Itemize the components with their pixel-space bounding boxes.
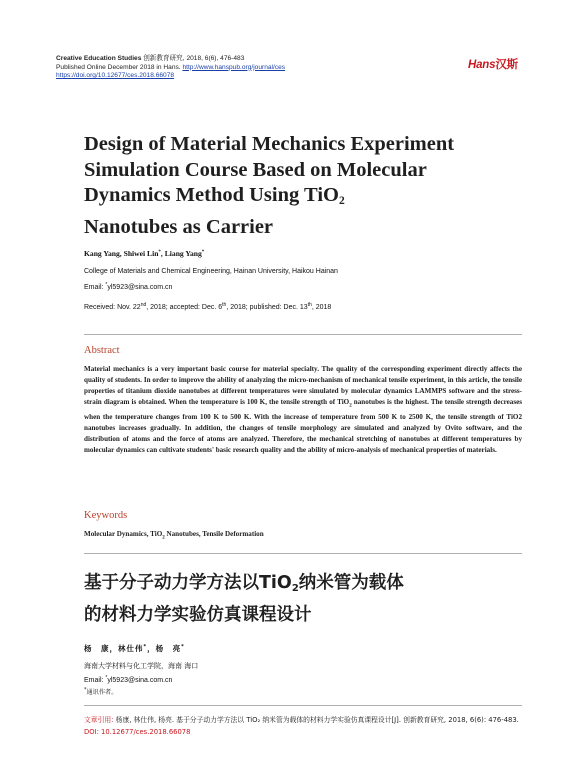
keywords-text-2: Nanotubes, Tensile Deformation: [164, 530, 264, 538]
journal-cn-info: 创新教育研究, 2018, 6(6), 476-483: [143, 55, 245, 62]
cn-author-list: [84, 643, 185, 654]
published-line: [56, 64, 285, 73]
corresponding-mark: *: [84, 687, 87, 693]
keywords-heading: Keywords: [84, 510, 128, 521]
affiliation: [84, 266, 338, 294]
doi-link[interactable]: https://doi.org/10.12677/ces.2018.66078: [56, 72, 175, 80]
cn-title-line-2: 的材料力学实验仿真课程设计: [84, 605, 312, 625]
journal-name: Creative Education Studies: [56, 55, 142, 62]
citation: [84, 715, 524, 738]
author-names-2: , Liang Yang: [160, 249, 202, 258]
corresponding-note: [84, 687, 117, 696]
journal-url-link[interactable]: http://www.hanspub.org/journal/ces: [182, 63, 286, 71]
hans-logo: [468, 56, 518, 72]
doi-line: [56, 72, 285, 81]
institution: College of Materials and Chemical Engineering, Hainan University, Haikou Hainan: [84, 268, 338, 275]
corresponding-mark: *: [181, 644, 185, 650]
email-mark: *: [105, 281, 108, 288]
cn-author-names: ，杨 亮: [147, 644, 182, 653]
title-line-1: Design of Material Mechanics Experiment: [84, 133, 455, 155]
cn-email-line: [84, 672, 198, 687]
paper-title: [84, 132, 524, 240]
email-address[interactable]: yl5923@sina.com.cn: [107, 677, 173, 685]
cn-title-text: 纳米管为载体: [298, 573, 404, 593]
submission-dates: [84, 302, 331, 311]
cn-title-line-1: [84, 570, 404, 602]
corresponding-mark: *: [143, 644, 148, 650]
journal-line: [56, 55, 285, 64]
abstract-heading: Abstract: [84, 345, 120, 356]
keywords-list: [84, 530, 264, 540]
published-year: , 2018: [311, 304, 332, 311]
email-label: Email:: [84, 677, 106, 685]
cn-title-subscript: 2: [291, 583, 299, 594]
title-line-4: Nanotubes as Carrier: [84, 215, 274, 238]
email-label: Email:: [84, 283, 106, 291]
email-address[interactable]: yl5923@sina.com.cn: [107, 283, 173, 291]
keywords-subscript: 2: [162, 535, 165, 541]
keywords-text-1: Molecular Dynamics, TiO: [84, 530, 163, 538]
logo-en: Hans: [468, 59, 496, 71]
title-line-3-text: Dynamics Method Using TiO: [84, 184, 339, 206]
author-list: [84, 249, 204, 258]
title-line-2: Simulation Course Based on Molecular: [84, 158, 427, 181]
ordinal-suffix: th: [222, 302, 227, 308]
corresponding-mark: *: [201, 250, 205, 255]
citation-doi[interactable]: DOI: 10.12677/ces.2018.66078: [84, 727, 191, 736]
email-mark: *: [105, 675, 108, 682]
ordinal-suffix: nd: [140, 302, 147, 308]
title-line-3: [84, 183, 524, 215]
cn-affiliation: [84, 660, 198, 688]
abstract-body: [84, 364, 522, 456]
cn-title-text: 基于分子动力学方法以TiO: [84, 573, 292, 593]
email-line: [84, 279, 338, 295]
corresponding-mark: *: [158, 250, 161, 255]
abstract-text-1: Material mechanics is a very important basic course for material specialty. The quality of the corresponding experiment directly affects the quality of students. In order to improve the ability of analyzing the micro-mechanism of mechanical tensile experiment, in this article, the tensile properties of titanium dioxide nanotubes at different temperatures were simulated by molecular dynamics LAMMPS software and the stress-strain diagram is obtained. When the temperature is 100 K, the tensile strength of TiO: [84, 365, 522, 406]
received-date: Received: Nov. 22: [84, 304, 141, 311]
title-subscript: 2: [338, 195, 345, 207]
journal-header: [56, 55, 285, 81]
published-date: , 2018; published: Dec. 13: [226, 304, 308, 311]
corresponding-note-text: 通讯作者。: [86, 689, 118, 696]
cn-institution: 海南大学材料与化工学院，海南 海口: [84, 662, 199, 670]
citation-text: 杨康, 林仕伟, 杨亮. 基于分子动力学方法以 TiO₂ 纳米管为载体的材料力学实验仿真课程设计[J]. 创新教育研究, 2018, 6(6): 476-483.: [113, 716, 519, 724]
divider: [84, 705, 522, 706]
author-names-1: Kang Yang, Shiwei Lin: [84, 249, 159, 258]
citation-label: 文章引用:: [84, 716, 114, 724]
divider: [84, 553, 522, 554]
accepted-date: , 2018; accepted: Dec. 6: [146, 304, 223, 311]
cn-author-names: 杨 康，林仕伟: [84, 644, 144, 653]
abstract-text-2: nanotubes is the highest. The tensile strength decreases when the temperature changes from 100 K to 500 K. With the increase of temperature from 500 K to 2500 K, the tensile strength of TiO2 nanotubes increases gradually. In addition, the changes of tensile morphology are simulated and analyzed by Ovito software, and the distribution of atoms and the force of atoms are analyzed. Therefore, the mechanical stretching of nanotubes at different temperatures by molecular dynamics can cultivate students' basic research quality and the ability of micro-analysis of mechanical properties of materials.: [84, 397, 522, 454]
abstract-subscript: 2: [349, 403, 352, 409]
chinese-title: [84, 570, 404, 628]
ordinal-suffix: th: [307, 302, 312, 308]
published-prefix: Published Online December 2018 in Hans.: [56, 63, 181, 71]
divider: [84, 334, 522, 335]
logo-cn: 汉斯: [495, 59, 518, 71]
